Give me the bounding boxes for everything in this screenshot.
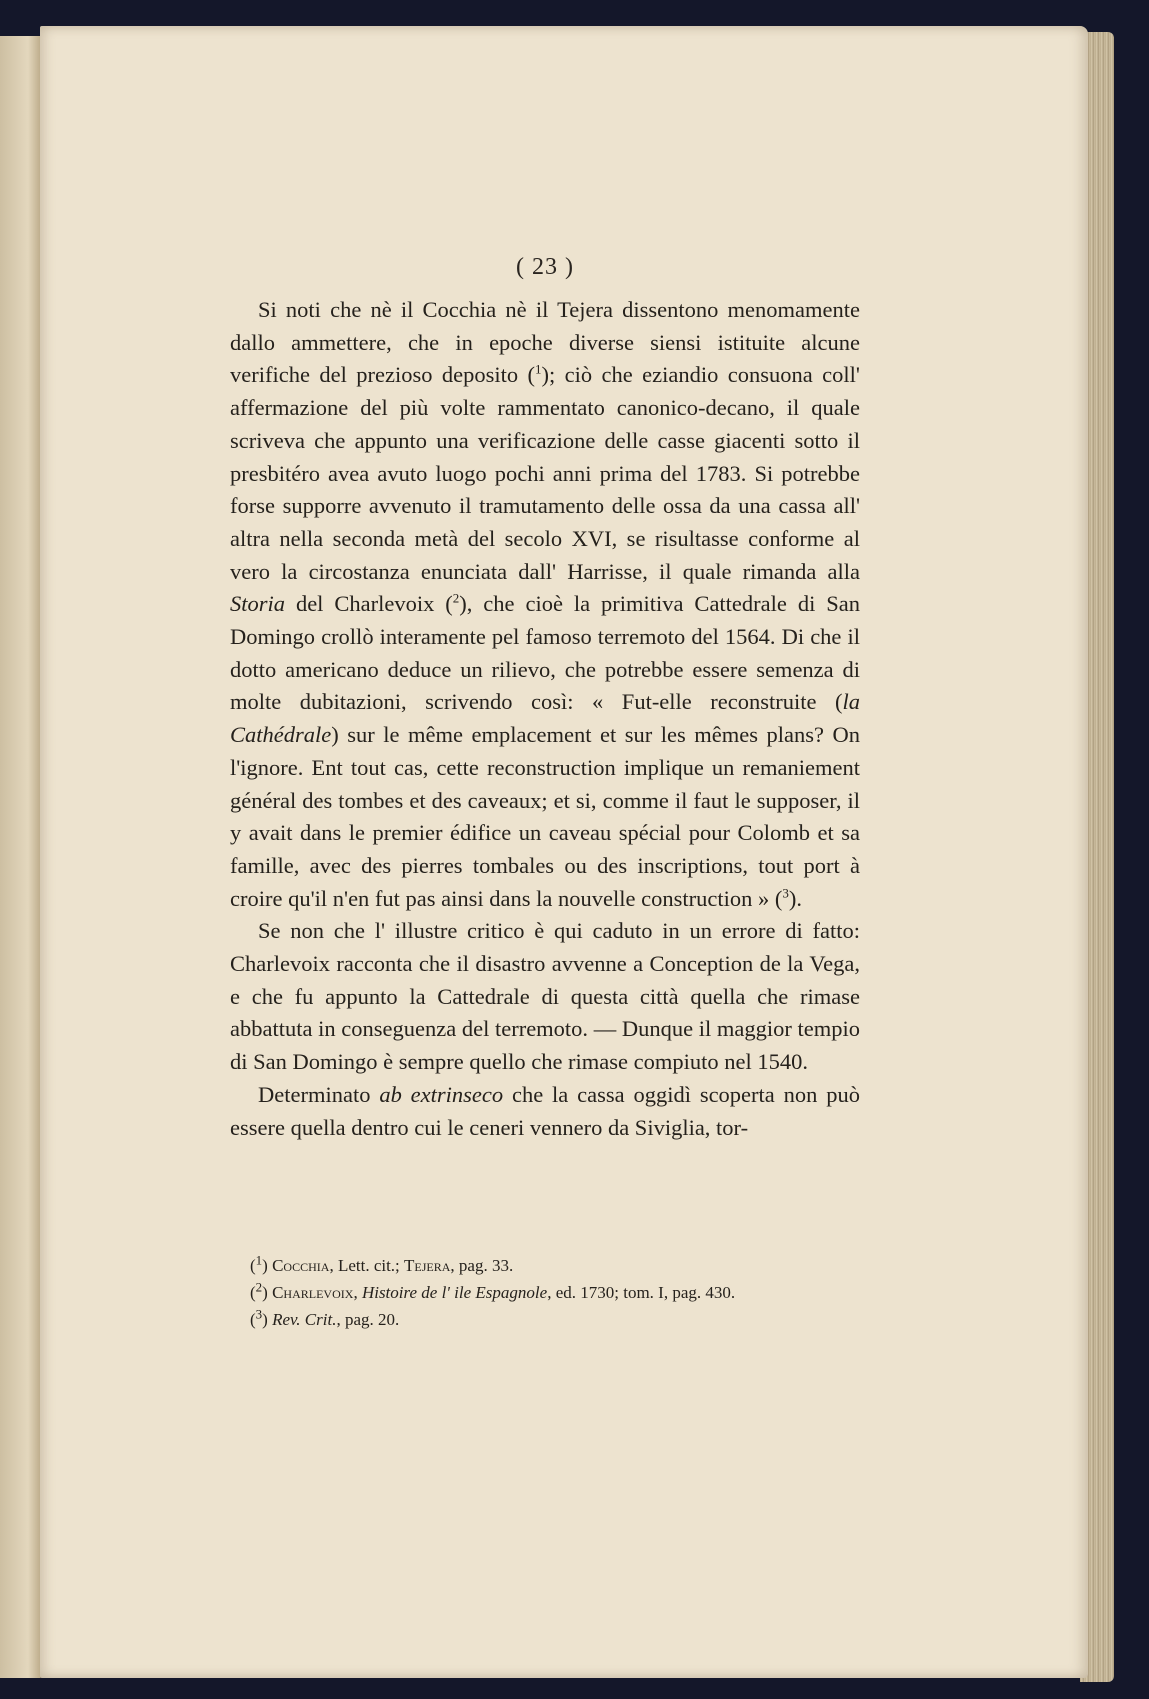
paragraph-1 bbox=[230, 294, 860, 915]
footnote-3 bbox=[250, 1306, 850, 1333]
paragraph-2 bbox=[230, 915, 860, 1079]
text-run: ) bbox=[262, 1283, 273, 1302]
text-run: ) bbox=[262, 1310, 273, 1329]
author-name: Tejera bbox=[404, 1256, 451, 1275]
footnote-ref: 3 bbox=[782, 885, 789, 901]
footnote-ref: 1 bbox=[535, 361, 542, 377]
footnotes bbox=[250, 1252, 850, 1333]
text-run: , ed. 1730; tom. I, pag. 430. bbox=[547, 1283, 736, 1302]
text-run: Si noti che nè il Cocchia nè il Tejera dissentono menomamente dallo ammettere, che in epoche diverse siensi istituite alcune verifiche del prezioso deposito ( bbox=[230, 297, 860, 388]
footnote-marker: 1 bbox=[255, 1252, 263, 1268]
text-run: ( bbox=[250, 1283, 256, 1302]
author-name: Cocchia bbox=[272, 1256, 330, 1275]
body-text bbox=[230, 294, 860, 1144]
footnote-ref: 2 bbox=[452, 590, 460, 606]
text-run: , bbox=[353, 1283, 362, 1302]
footnote-1 bbox=[250, 1252, 850, 1279]
author-name: Charlevoix bbox=[272, 1283, 354, 1302]
text-run: , Lett. cit.; bbox=[329, 1256, 405, 1275]
book-page bbox=[40, 26, 1088, 1678]
footnote-2 bbox=[250, 1279, 850, 1306]
left-page-edge bbox=[0, 36, 41, 1678]
text-run: , pag. 33. bbox=[450, 1256, 514, 1275]
paragraph-3 bbox=[230, 1079, 860, 1144]
footnote-marker: 3 bbox=[255, 1306, 263, 1322]
text-run: ); ciò che eziandio consuona coll' affermazione del più volte rammentato canonico-decano, il quale scriveva che appunto una verificazione delle casse giacenti sotto il presbitéro avea avuto luogo pochi anni prima del 1783. Si potrebbe forse supporre avvenuto il tramutamento delle ossa da una cassa all' altra nella seconda metà del secolo XVI, se risultasse conforme al vero la circostanza enunciata dall' Harrisse, il quale rimanda alla bbox=[230, 362, 860, 584]
text-run: Se non che l' illustre critico è qui caduto in un errore di fatto: Charlevoix racconta che il disastro avvenne a Conception de la Vega, e che fu appunto la Cattedrale di questa città quella che rimase abbattuta in conseguenza del terremoto. — Dunque il maggior tempio di San Domingo è sempre quello che rimase compiuto nel 1540. bbox=[230, 918, 860, 1075]
text-run: ( bbox=[250, 1256, 256, 1275]
text-run: ). bbox=[788, 885, 802, 911]
italic-text: Storia bbox=[230, 591, 286, 617]
italic-text: la Cathédrale bbox=[230, 689, 860, 748]
text-run: ) bbox=[262, 1256, 273, 1275]
italic-text: Histoire de l' ile Espagnole bbox=[361, 1283, 548, 1302]
text-run: che la cassa oggidì scoperta non può essere quella dentro cui le ceneri vennero da Siviglia, tor- bbox=[230, 1081, 860, 1140]
footnote-marker: 2 bbox=[255, 1279, 263, 1295]
text-run: Determinato bbox=[258, 1081, 380, 1107]
text-run: , pag. 20. bbox=[336, 1310, 400, 1329]
text-run: ), che cioè la primitiva Cattedrale di San Domingo crollò interamente pel famoso terremoto del 1564. Di che il dotto americano deduce un rilievo, che potrebbe essere semenza di molte dubitazioni, scrivendo così: « Fut-elle reconstruite ( bbox=[230, 591, 860, 715]
page-number: ( 23 ) bbox=[516, 254, 574, 280]
text-run: ( bbox=[250, 1310, 256, 1329]
italic-text: ab extrinseco bbox=[379, 1081, 504, 1107]
italic-text: Rev. Crit. bbox=[272, 1310, 337, 1329]
text-run: del Charlevoix ( bbox=[285, 591, 453, 617]
text-run: ) sur le même emplacement et sur les mêmes plans? On l'ignore. Ent tout cas, cette reconstruction implique un remaniement général des tombes et des caveaux; et si, comme il faut le supposer, il y avait dans le premier édifice un caveau spécial pour Colomb et sa famille, avec des pierres tombales ou des inscriptions, tout port à croire qu'il n'en fut pas ainsi dans la nouvelle construction » ( bbox=[230, 722, 860, 911]
